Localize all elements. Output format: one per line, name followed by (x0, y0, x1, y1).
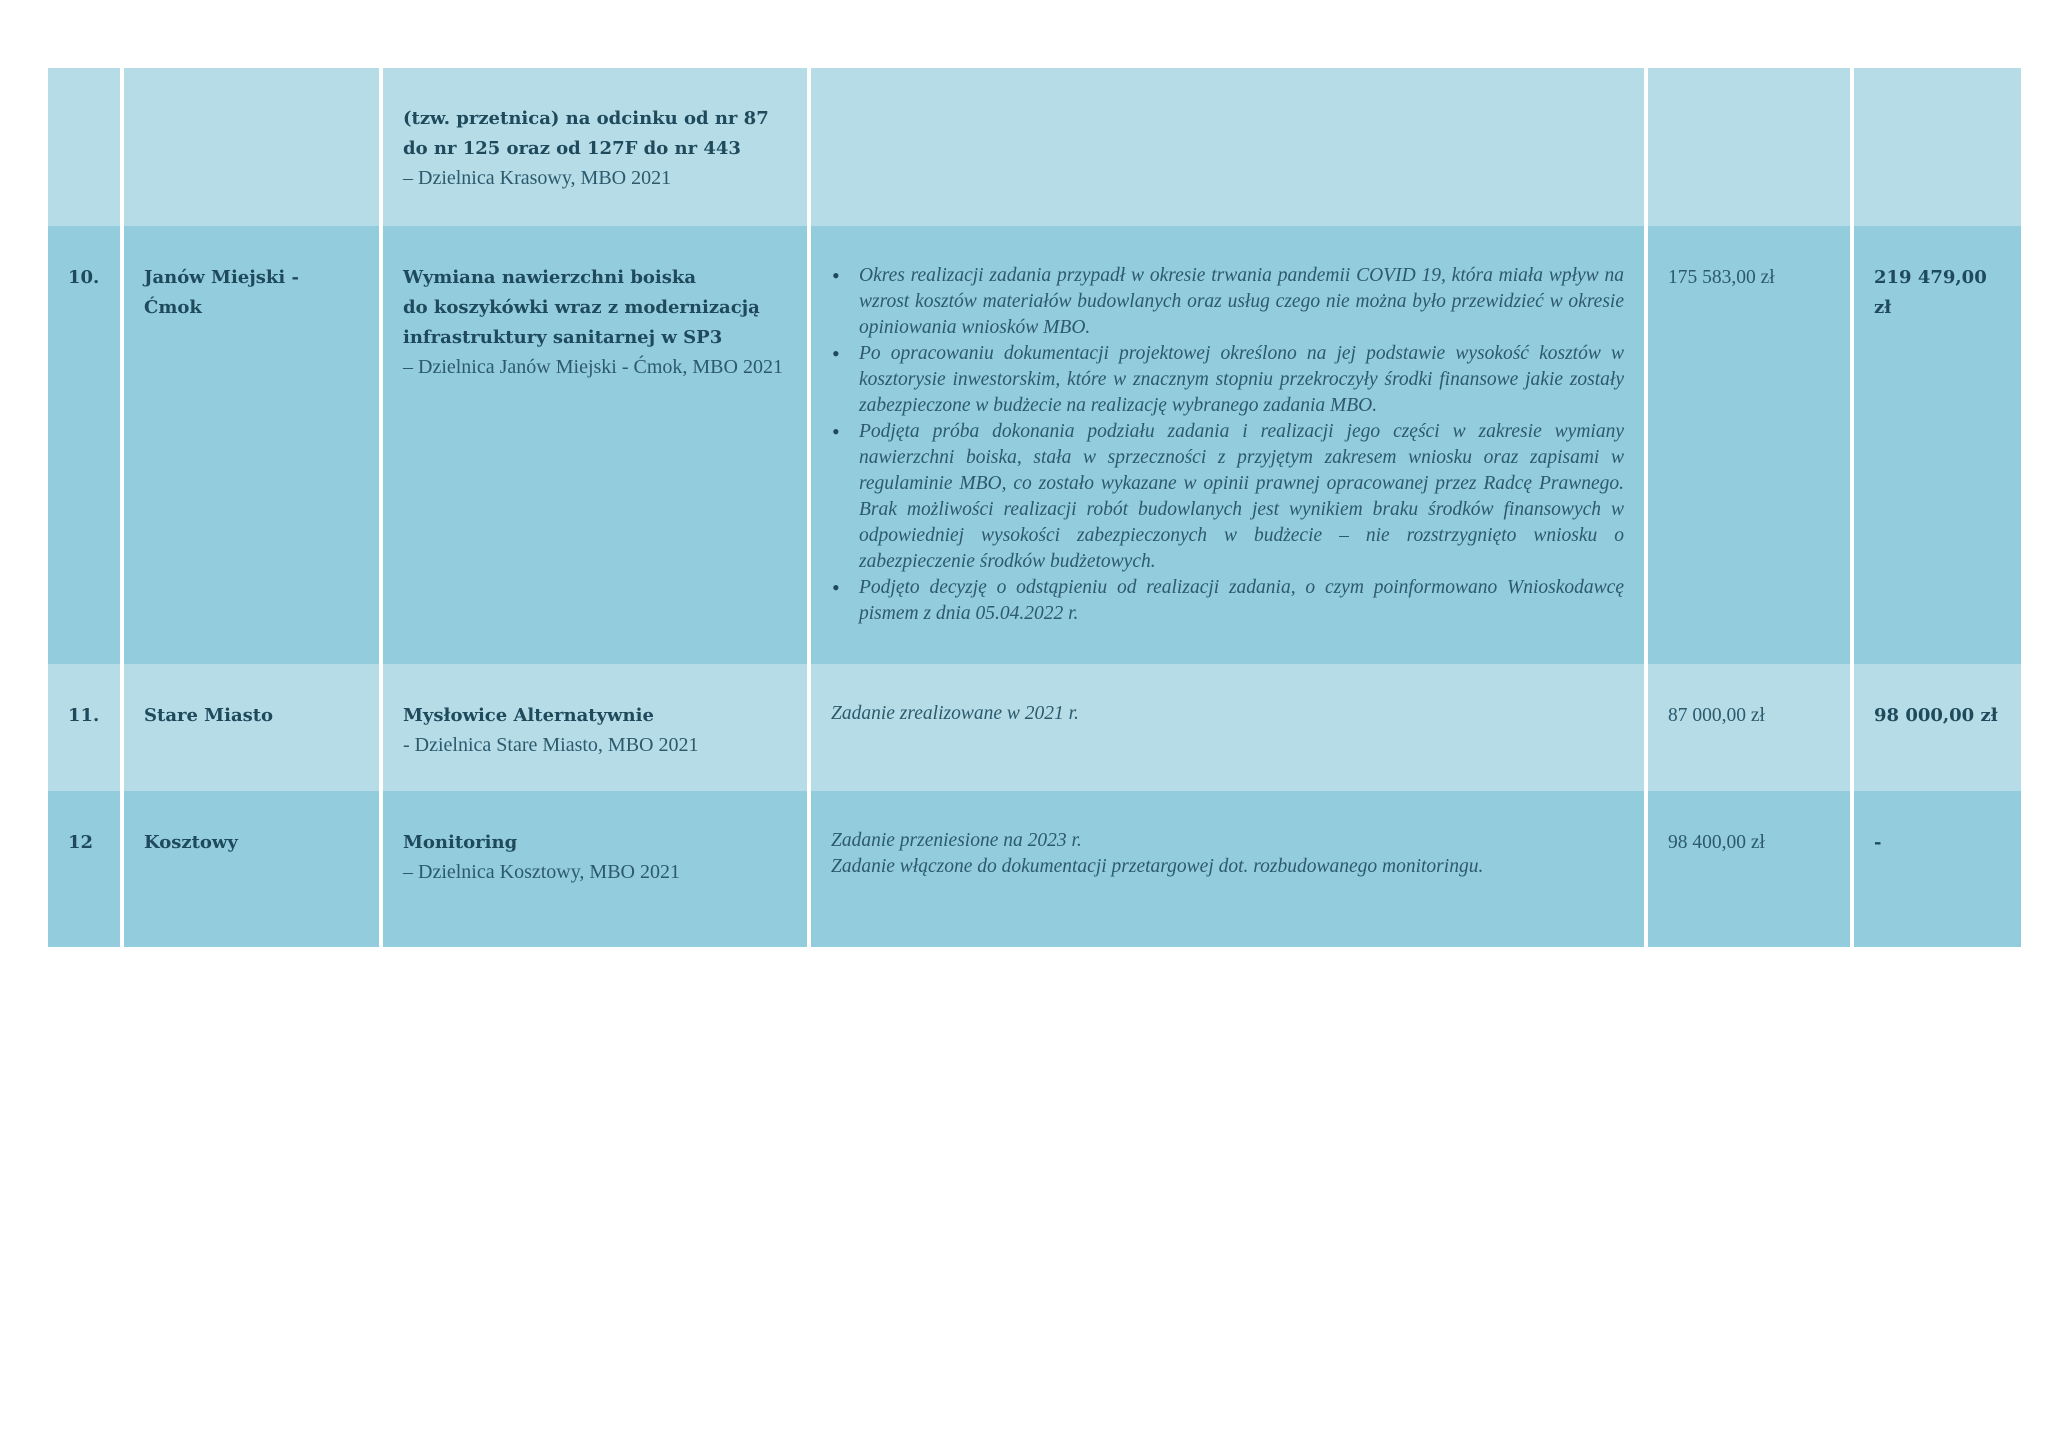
mbo-task-table (48, 68, 2021, 947)
cost-amount: 87 000,00 zł (1668, 705, 1765, 726)
value-cell (1852, 664, 2021, 791)
cost-amount: 175 583,00 zł (1668, 267, 1775, 288)
value-cell (1852, 226, 2021, 664)
cost-cell (1646, 68, 1852, 226)
notes-list (831, 263, 1624, 627)
cost-cell (1646, 791, 1852, 947)
value-amount: 98 000,00 zł (1874, 705, 1998, 726)
table-row (48, 68, 2021, 226)
row-number-cell (48, 226, 122, 664)
task-title-line: do koszykówki wraz z modernizacją (403, 297, 760, 318)
row-number-cell (48, 664, 122, 791)
notes-cell (809, 68, 1646, 226)
row-number: 12 (68, 832, 94, 853)
task-subtitle: – Dzielnica Kosztowy, MBO 2021 (403, 861, 680, 883)
note-item: • Podjęta próba dokonania podziału zadania i realizacji jego części w zakresie wymiany nawierzchni boiska, stała w sprzeczności z przyjętym zakresem wniosku oraz zapisami w regulaminie MBO, co zostało wykazane w opinii prawnej opracowanej przez Radcę Prawnego. Brak możliwości realizacji robót budowlanych jest wynikiem braku środków finansowych w odpowiedniej wysokości zabezpieczonych w budżecie – nie rozstrzygnięto wniosku o zabezpieczenie środków budżetowych. (859, 419, 1624, 575)
district-name: Janów Miejski - Ćmok (144, 267, 299, 318)
note-item: • Po opracowaniu dokumentacji projektowej określono na jej podstawie wysokość kosztów w kosztorysie inwestorskim, które w znacznym stopniu przekroczyły środki finansowe jakie zostały zabezpieczone w budżecie na realizację wybranego zadania MBO. (859, 341, 1624, 419)
notes-cell (809, 664, 1646, 791)
note-text: Zadanie zrealizowane w 2021 r. (831, 703, 1079, 724)
notes-cell (809, 791, 1646, 947)
task-cell (381, 791, 809, 947)
value-amount: 219 479,00 zł (1874, 267, 1987, 318)
task-title-line: Mysłowice Alternatywnie (403, 705, 654, 726)
task-subtitle: – Dzielnica Krasowy, MBO 2021 (403, 167, 672, 189)
task-subtitle: - Dzielnica Stare Miasto, MBO 2021 (403, 734, 699, 756)
row-number-cell (48, 791, 122, 947)
note-text: Zadanie włączone do dokumentacji przetargowej dot. rozbudowanego monitoringu. (831, 856, 1484, 877)
note-item: • Podjęto decyzję o odstąpieniu od realizacji zadania, o czym poinformowano Wnioskodawcę pismem z dnia 05.04.2022 r. (859, 575, 1624, 627)
cost-amount: 98 400,00 zł (1668, 832, 1765, 853)
cost-cell (1646, 226, 1852, 664)
note-text: Zadanie przeniesione na 2023 r. (831, 830, 1082, 851)
cost-cell (1646, 664, 1852, 791)
notes-cell (809, 226, 1646, 664)
row-number: 11. (68, 705, 100, 726)
note-item: • Okres realizacji zadania przypadł w okresie trwania pandemii COVID 19, która miała wpływ na wzrost kosztów materiałów budowlanych oraz usług czego nie można było przewidzieć w okresie opiniowania wniosków MBO. (859, 263, 1624, 341)
task-cell (381, 68, 809, 226)
district-cell (122, 68, 381, 226)
value-cell (1852, 791, 2021, 947)
district-cell (122, 664, 381, 791)
district-name: Stare Miasto (144, 705, 274, 726)
mbo-task-table-container (48, 68, 2021, 947)
task-title-line: Monitoring (403, 832, 518, 853)
task-title-line: do nr 125 oraz od 127F do nr 443 (403, 138, 741, 159)
task-title-line: (tzw. przetnica) na odcinku od nr 87 (403, 108, 769, 129)
task-title-line: infrastruktury sanitarnej w SP3 (403, 327, 723, 348)
table-row (48, 664, 2021, 791)
task-subtitle: – Dzielnica Janów Miejski - Ćmok, MBO 2021 (403, 356, 783, 378)
table-row (48, 791, 2021, 947)
row-number: 10. (68, 267, 100, 288)
value-amount: - (1874, 832, 1882, 853)
task-cell (381, 664, 809, 791)
task-cell (381, 226, 809, 664)
district-cell (122, 791, 381, 947)
district-name: Kosztowy (144, 832, 238, 853)
task-title-line: Wymiana nawierzchni boiska (403, 267, 697, 288)
district-cell (122, 226, 381, 664)
row-number-cell (48, 68, 122, 226)
table-row (48, 226, 2021, 664)
value-cell (1852, 68, 2021, 226)
